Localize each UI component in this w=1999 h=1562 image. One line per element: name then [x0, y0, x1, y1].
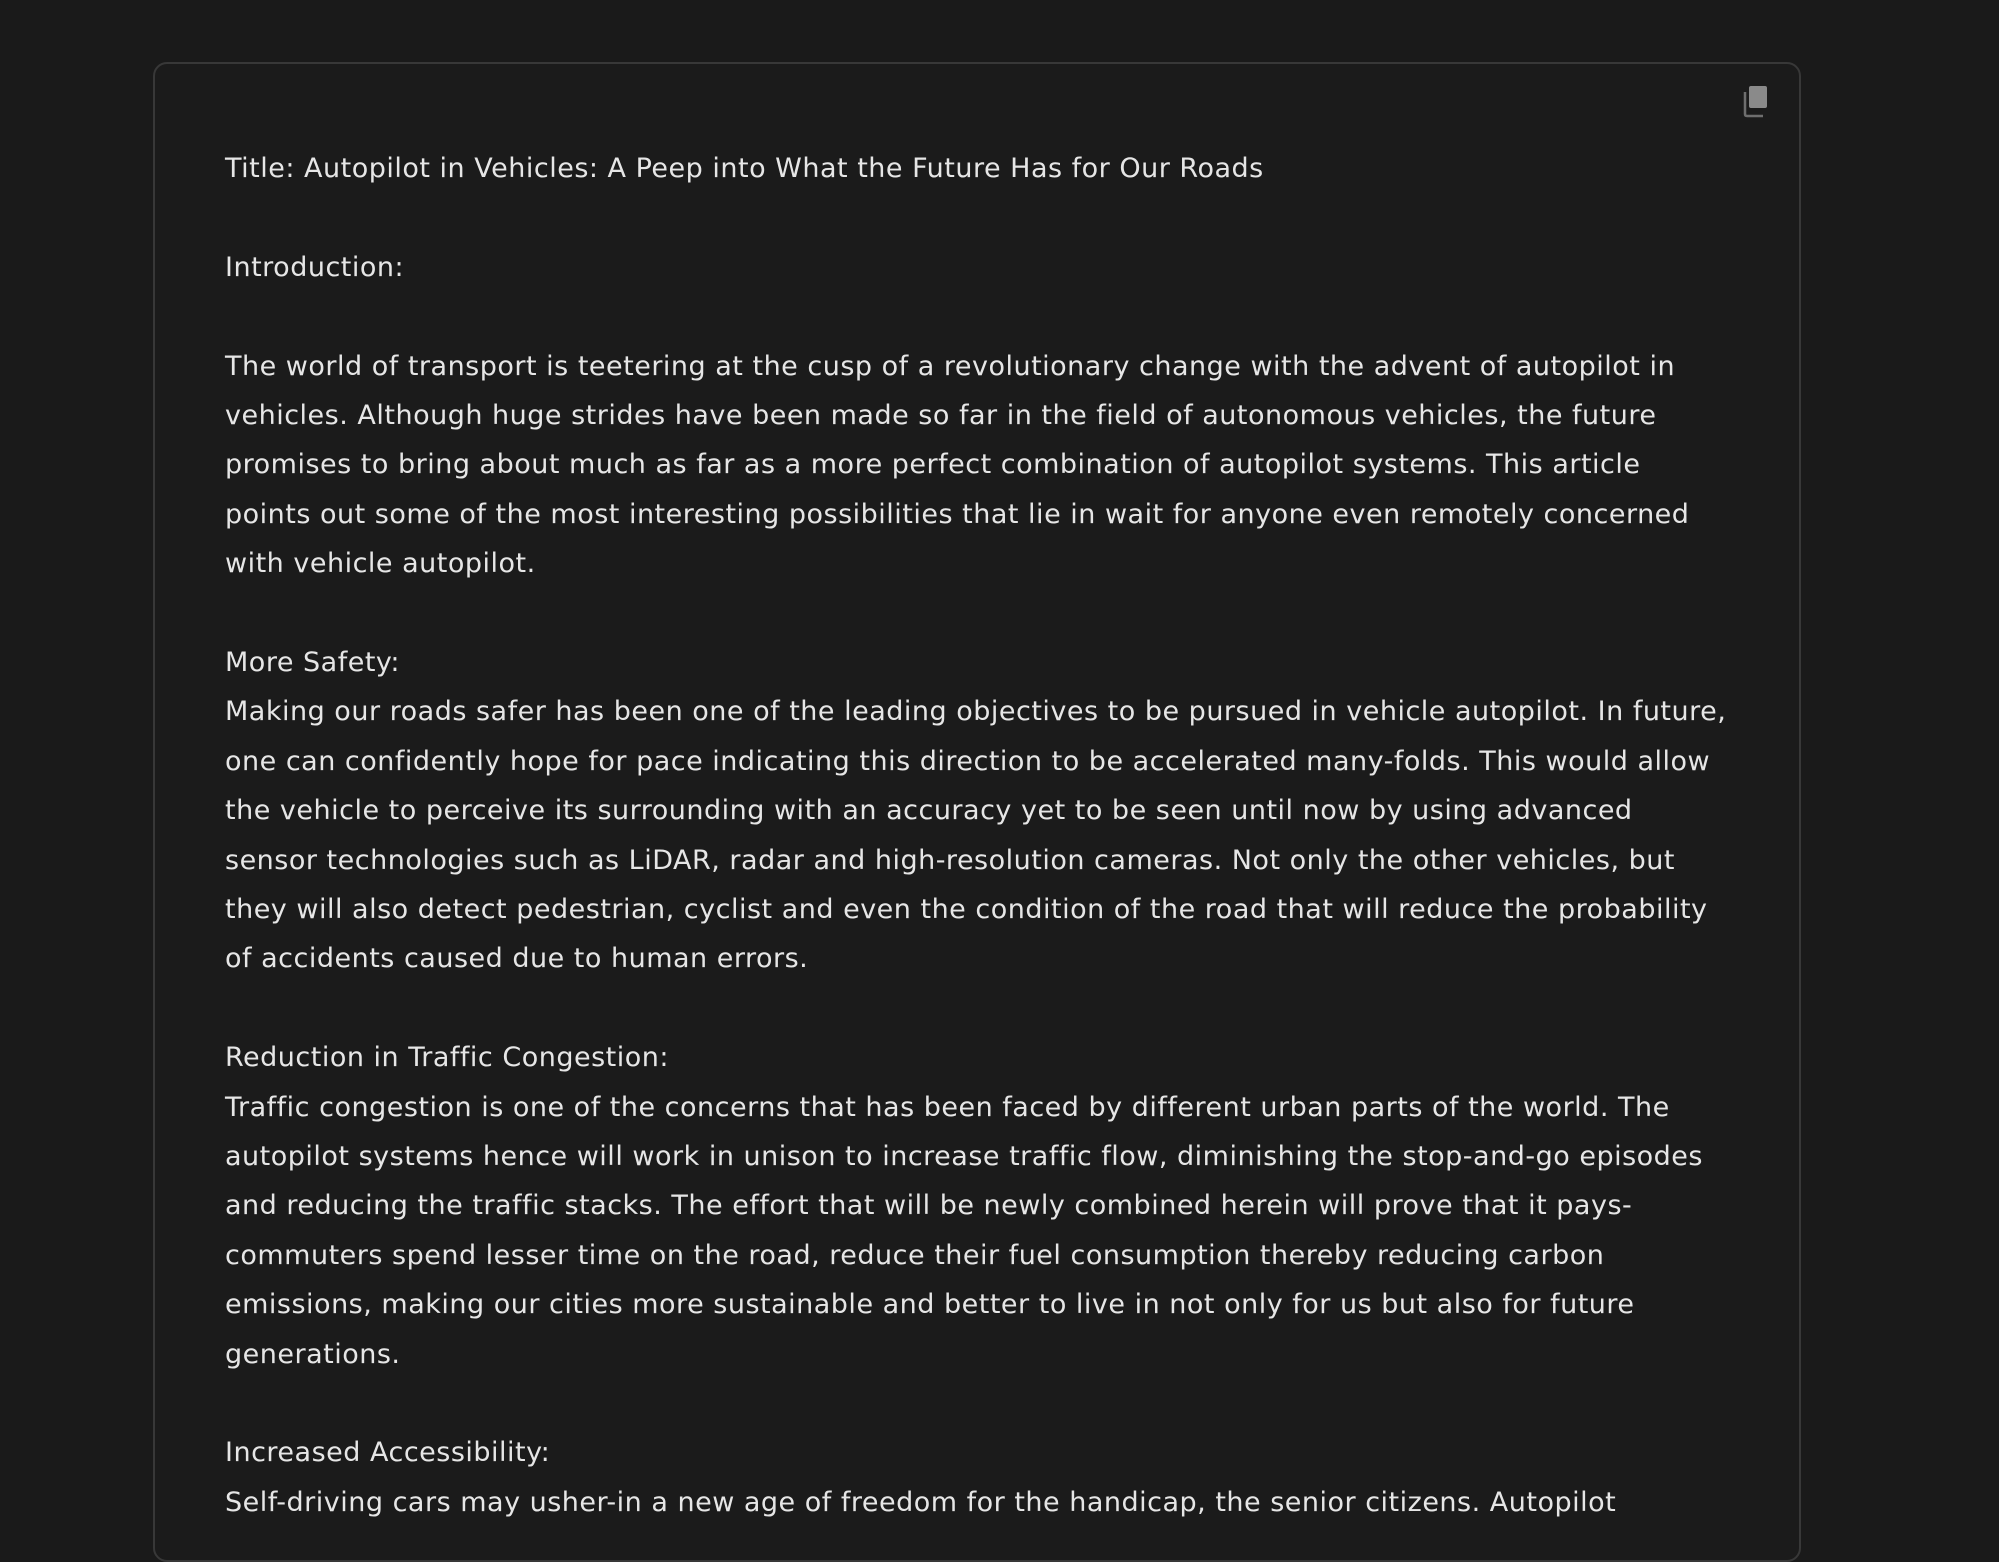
copy-icon: [1739, 84, 1771, 120]
traffic-line: autopilot systems hence will work in unison to increase traffic flow, diminishing the stop-and-go episodes: [225, 1141, 1703, 1173]
safety-heading: More Safety:: [225, 647, 401, 679]
intro-line: with vehicle autopilot.: [225, 548, 536, 580]
safety-line: sensor technologies such as LiDAR, radar and high-resolution cameras. Not only the other vehicles, but: [225, 844, 1675, 876]
safety-line: the vehicle to perceive its surrounding with an accuracy yet to be seen until now by using advanced: [225, 795, 1633, 827]
traffic-heading: Reduction in Traffic Congestion:: [225, 1042, 669, 1074]
intro-heading: Introduction:: [225, 251, 405, 283]
traffic-line: commuters spend lesser time on the road, reduce their fuel consumption thereby reducing carbon: [225, 1239, 1605, 1271]
safety-line: they will also detect pedestrian, cyclist and even the condition of the road that will reduce the probability: [225, 894, 1708, 926]
copy-button[interactable]: [1739, 84, 1771, 120]
intro-line: promises to bring about much as far as a more perfect combination of autopilot systems. This article: [225, 449, 1641, 481]
safety-line: one can confidently hope for pace indicating this direction to be accelerated many-folds. This would allow: [225, 745, 1711, 777]
access-line: Self-driving cars may usher-in a new age of freedom for the handicap, the senior citizens. Autopilot: [225, 1486, 1617, 1518]
traffic-line: generations.: [225, 1338, 401, 1370]
access-heading: Increased Accessibility:: [225, 1437, 551, 1469]
message-card: [153, 62, 1801, 1562]
traffic-line: and reducing the traffic stacks. The effort that will be newly combined herein will prove that it pays-: [225, 1190, 1633, 1222]
article-title: Title: Autopilot in Vehicles: A Peep into What the Future Has for Our Roads: [225, 153, 1264, 184]
intro-line: The world of transport is teetering at the cusp of a revolutionary change with the advent of autopilot in: [225, 350, 1676, 382]
traffic-line: Traffic congestion is one of the concerns that has been faced by different urban parts of the world. The: [225, 1091, 1670, 1123]
safety-line: Making our roads safer has been one of the leading objectives to be pursued in vehicle autopilot. In future,: [225, 696, 1727, 728]
intro-line: points out some of the most interesting possibilities that lie in wait for anyone even remotely concerned: [225, 498, 1690, 530]
traffic-line: emissions, making our cities more sustainable and better to live in not only for us but also for future: [225, 1289, 1635, 1321]
safety-line: of accidents caused due to human errors.: [225, 943, 809, 975]
article-content: [225, 144, 1745, 1527]
intro-line: vehicles. Although huge strides have been made so far in the field of autonomous vehicles, the future: [225, 400, 1657, 431]
